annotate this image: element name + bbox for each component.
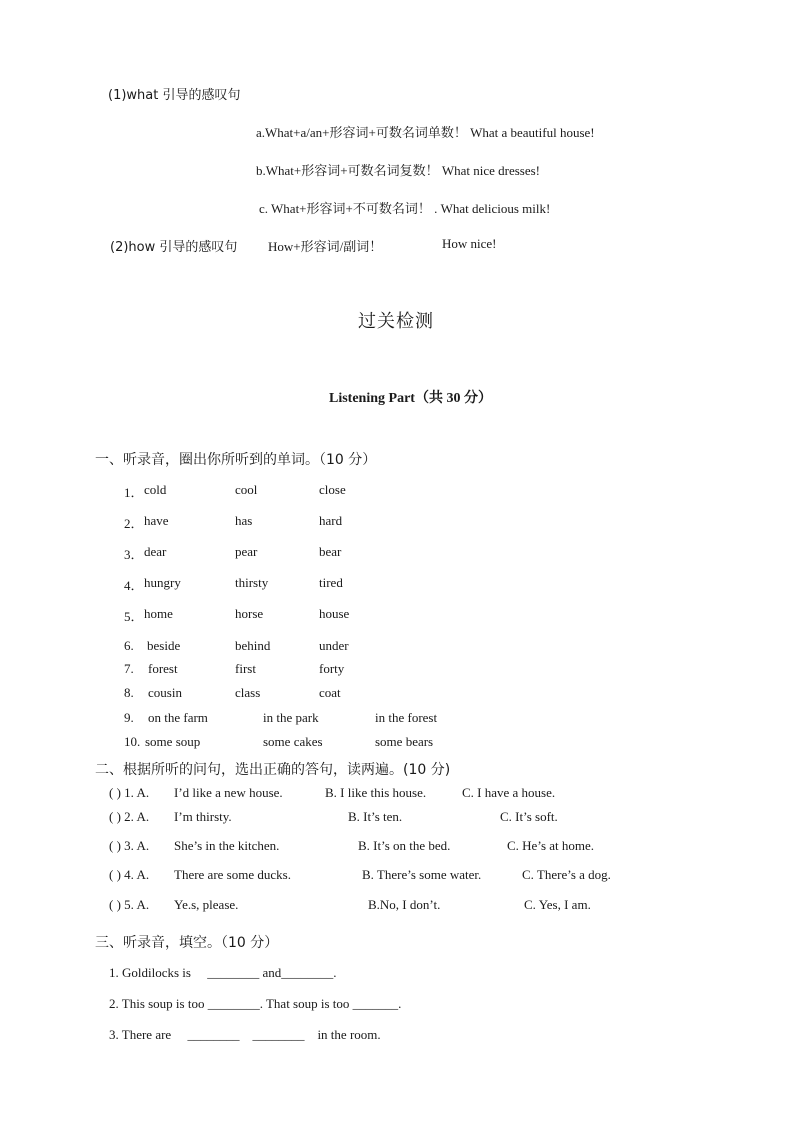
list-item-number: 10. (124, 734, 141, 749)
answer-option-a: Ye.s, please. (174, 897, 239, 912)
answer-option-c: C. Yes, I am. (524, 897, 591, 912)
word-option: some cakes (263, 734, 323, 749)
grammar-rule-a: a.What+a/an+形容词+可数名词单数！ What a beautiful house! (256, 125, 595, 140)
answer-option-a: She’s in the kitchen. (174, 838, 280, 853)
how-rule: How+形容词/副词！ (268, 239, 383, 254)
test-title: 过关检测 (358, 311, 434, 332)
grammar-rule-c: c. What+形容词+不可数名词！ . What delicious milk! (259, 201, 551, 216)
word-option: under (319, 638, 349, 653)
list-item-number: 8. (124, 685, 134, 700)
word-option: hungry (144, 575, 181, 590)
answer-option-b: B. There’s some water. (362, 867, 482, 882)
answer-option-b: B.No, I don’t. (368, 897, 441, 912)
word-option: thirsty (235, 575, 269, 590)
word-option: some bears (375, 734, 434, 749)
answer-option-b: B. It’s on the bed. (358, 838, 451, 853)
list-item-number: 4． (124, 578, 144, 593)
fill-in-item-3: 3. There are ________ ________ in the room. (109, 1027, 381, 1042)
word-option: horse (235, 606, 264, 621)
word-option: has (235, 513, 253, 528)
answer-option-c: C. It’s soft. (500, 809, 558, 824)
section2-heading: 二、根据所听的问句，选出正确的答句，读两遍。(10 分) (95, 762, 451, 778)
word-option: on the farm (148, 710, 208, 725)
question-number: ( ) 2. A. (109, 809, 150, 824)
question-number: ( ) 3. A. (109, 838, 150, 853)
word-option: class (235, 685, 261, 700)
answer-option-b: B. I like this house. (325, 785, 427, 800)
answer-option-c: C. He’s at home. (507, 838, 595, 853)
word-option: beside (147, 638, 181, 653)
what-exclamation-heading: (1)what 引导的感叹句 (108, 88, 241, 103)
word-option: first (235, 661, 256, 676)
list-item-number: 7. (124, 661, 134, 676)
section1-heading: 一、听录音，圈出你所听到的单词。（10 分） (95, 452, 377, 468)
list-item-number: 5． (124, 609, 144, 624)
word-option: cousin (148, 685, 182, 700)
question-number: ( ) 1. A. (109, 785, 150, 800)
question-number: ( ) 4. A. (109, 867, 150, 882)
word-option: close (319, 482, 346, 497)
how-example: How nice! (442, 236, 497, 251)
list-item-number: 1． (124, 485, 144, 500)
word-option: dear (144, 544, 167, 559)
word-option: cool (235, 482, 258, 497)
word-option: house (319, 606, 350, 621)
fill-in-item-1: 1. Goldilocks is ________ and________. (109, 965, 337, 980)
answer-option-a: I’m thirsty. (174, 809, 232, 824)
list-item-number: 3． (124, 547, 144, 562)
section3-heading: 三、听录音，填空。（10 分） (95, 935, 279, 951)
word-option: hard (319, 513, 343, 528)
fill-in-item-2: 2. This soup is too ________. That soup is too _______. (109, 996, 402, 1011)
word-option: in the forest (375, 710, 438, 725)
word-option: forty (319, 661, 345, 676)
how-exclamation-heading: (2)how 引导的感叹句 (110, 240, 238, 255)
list-item-number: 6. (124, 638, 134, 653)
word-option: behind (235, 638, 271, 653)
answer-option-c: C. There’s a dog. (522, 867, 611, 882)
word-option: coat (319, 685, 341, 700)
list-item-number: 2． (124, 516, 144, 531)
answer-option-b: B. It’s ten. (348, 809, 403, 824)
word-option: have (144, 513, 169, 528)
word-option: in the park (263, 710, 319, 725)
word-option: cold (144, 482, 167, 497)
word-option: some soup (145, 734, 201, 749)
word-option: tired (319, 575, 343, 590)
word-option: pear (235, 544, 258, 559)
word-option: bear (319, 544, 342, 559)
list-item-number: 9. (124, 710, 134, 725)
listening-part-title: Listening Part（共 30 分） (329, 391, 492, 406)
grammar-rule-b: b.What+形容词+可数名词复数！ What nice dresses! (256, 163, 540, 178)
question-number: ( ) 5. A. (109, 897, 150, 912)
answer-option-a: I’d like a new house. (174, 785, 283, 800)
answer-option-a: There are some ducks. (174, 867, 291, 882)
word-option: home (144, 606, 173, 621)
word-option: forest (148, 661, 178, 676)
answer-option-c: C. I have a house. (462, 785, 556, 800)
